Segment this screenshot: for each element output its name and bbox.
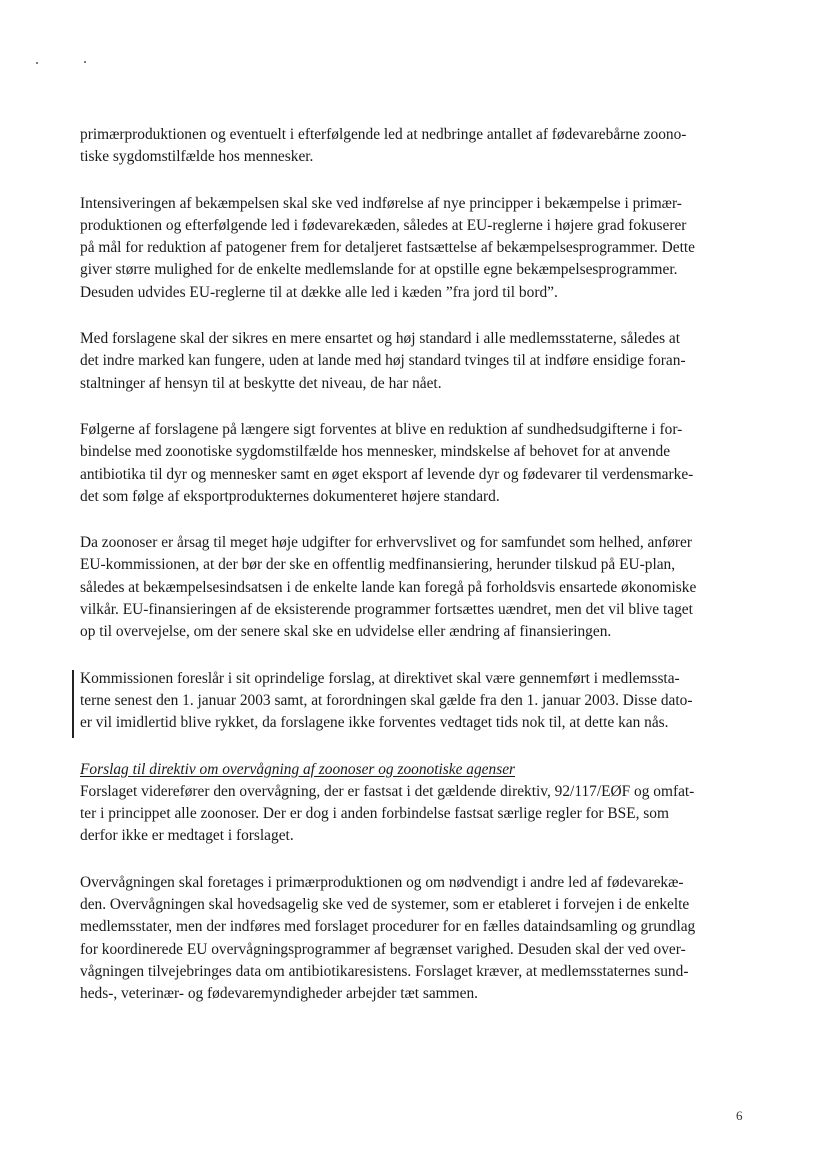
paragraph-2: Intensiveringen af bekæmpelsen skal ske ved indførelse af nye principper i bekæmpelse i primær- produktionen og efterfølgende led i fødevarekæden, således at EU-reglerne i højere grad fokuserer på mål for reduktion af patogener frem for detaljeret fastsættelse af bekæmpelsesprogrammer. Dette giver større mulighed for de enkelte medlemslande for at opstille egne bekæmpelsesprogrammer. Desuden udvides EU-reglerne til at dække alle led i kæden ”fra jord til bord”. <box>80 194 695 301</box>
scan-speck <box>36 62 38 64</box>
section-paragraph-1: Forslaget viderefører den overvågning, der er fastsat i det gældende direktiv, 92/117/EØF og omfat- ter i princippet alle zoonoser. Der er dog i anden forbindelse fastsat særlige regler for BSE, som derfor ikke er medtaget i forslaget. <box>80 782 695 845</box>
paragraph-6: Kommissionen foreslår i sit oprindelige forslag, at direktivet skal være gennemført i medlemssta- terne senest den 1. januar 2003 samt, at forordningen skal gælde fra den 1. januar 2003. Disse dato- er vil imidlertid blive rykket, da forslagene ikke forventes vedtaget tids nok til, at dette kan nås. <box>80 669 693 732</box>
scan-speck <box>84 61 86 63</box>
section-paragraph-2: Overvågningen skal foretages i primærproduktionen og om nødvendigt i andre led af fødevarekæ- den. Overvågningen skal hovedsagelig ske ved de systemer, som er etableret i forvejen i de enkelte medlemsstater, men der indføres med forslaget procedurer for en fælles dataindsamling og grundlag for koordinerede EU overvågningsprogrammer af begrænset varighed. Desuden skal der ved over- vågningen tilvejebringes data om antibiotikaresistens. Forslaget kræver, at medlemsstaternes sund- heds-, veterinær- og fødevaremyndigheder arbejder tæt sammen. <box>80 873 696 1003</box>
revision-change-bar <box>72 670 74 738</box>
paragraph-1: primærproduktionen og eventuelt i efterfølgende led at nedbringe antallet af fødevarebårne zoono- tiske sygdomstilfælde hos mennesker. <box>80 126 687 166</box>
paragraph-4: Følgerne af forslagene på længere sigt forventes at blive en reduktion af sundhedsudgifterne i for- bindelse med zoonotiske sygdomstilfælde hos mennesker, mindskelse af behovet for at anvende antibiotika til dyr og mennesker samt en øget eksport af levende dyr og fødevarer til verdensmarke- det som følge af eksportprodukternes dokumenteret højere standard. <box>80 420 694 505</box>
body-text <box>80 124 750 1006</box>
revised-paragraph <box>80 668 750 735</box>
page-number: 6 <box>736 1108 743 1123</box>
paragraph-5: Da zoonoser er årsag til meget høje udgifter for erhvervslivet og for samfundet som helhed, anfører EU-kommissionen, at der bør der ske en offentlig medfinansiering, herunder tilskud på EU-plan, således at bekæmpelsesindsatsen i de enkelte lande kan foregå på forholdsvis ensartede økonomiske vilkår. EU-finansieringen af de eksisterende programmer fortsættes uændret, men det vil blive taget op til overvejelse, om der senere skal ske en udvidelse eller ændring af finansieringen. <box>80 534 697 641</box>
section-heading: Forslag til direktiv om overvågning af zoonoser og zoonotiske agenser <box>80 760 516 778</box>
paragraph-3: Med forslagene skal der sikres en mere ensartet og høj standard i alle medlemsstaterne, således at det indre marked kan fungere, uden at lande med høj standard tvinges til at indføre ensidige foran- staltninger af hensyn til at beskytte det niveau, de har nået. <box>80 330 686 392</box>
